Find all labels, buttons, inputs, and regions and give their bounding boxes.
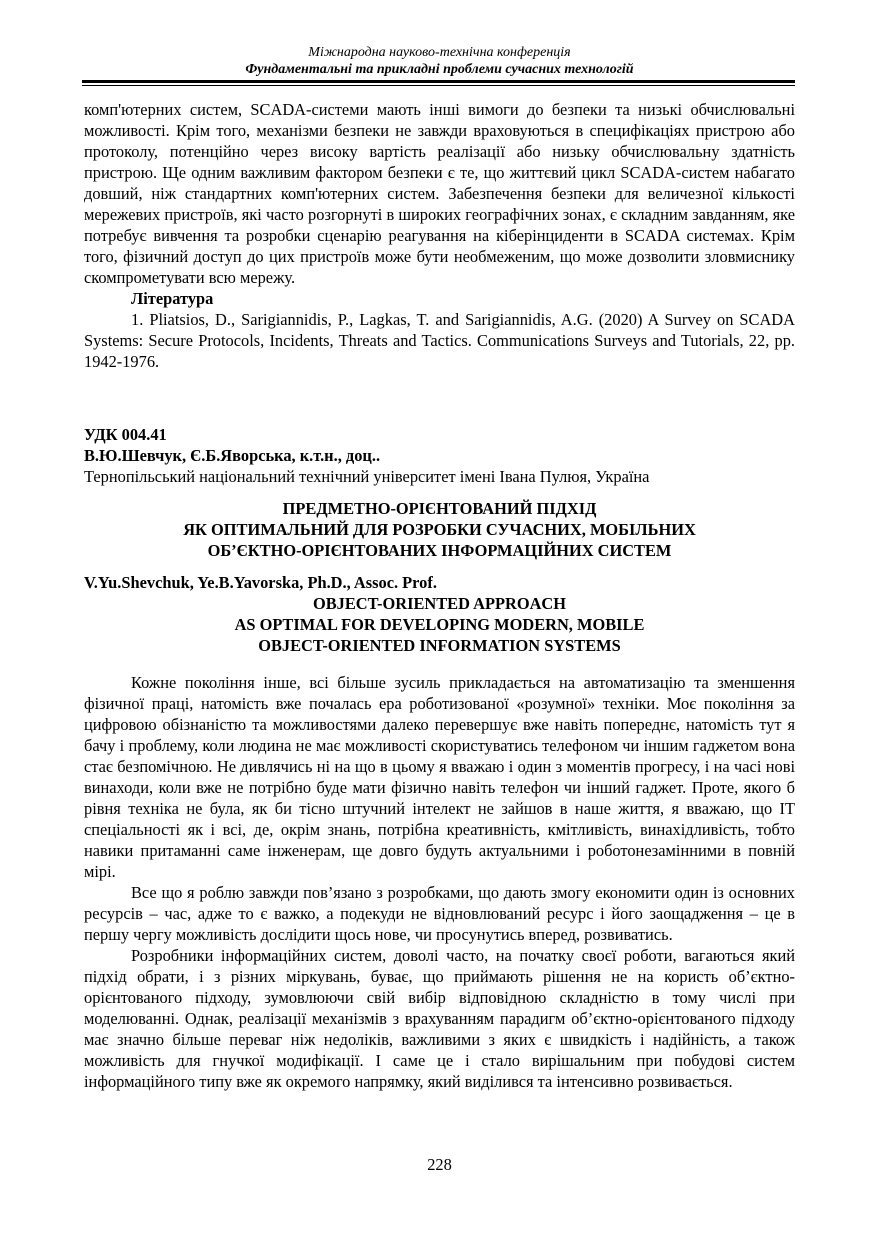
literature-heading: Література bbox=[131, 289, 214, 308]
reference-item: 1. Pliatsios, D., Sarigiannidis, P., Lagkas, T. and Sarigiannidis, A.G. (2020) A Survey on SCADA Systems: Secure Protocols, Incidents, Threats and Tactics. Communications Surveys and Tutorials, 22, pp. 1942-1976. bbox=[84, 310, 795, 371]
affiliation: Тернопільський національний технічний університет імені Івана Пулюя, Україна bbox=[84, 467, 650, 486]
title-en-line: OBJECT-ORIENTED APPROACH bbox=[312, 594, 567, 613]
authors-en: V.Yu.Shevchuk, Ye.B.Yavorska, Ph.D., Assoc. Prof. bbox=[84, 573, 437, 592]
body-paragraph: Розробники інформаційних систем, доволі часто, на початку своєї роботи, вагаються який підхід обрати, і з різних міркувань, буває, що приймають рішення не на користь об’єктно-орієнтованого підходу, зумовлюючи свій вибір відповідною складністю в тому числі при моделюванні. Однак, реалізації механізмів з врахуванням парадигм об’єктно-орієнтованого підходу має значно більше переваг ніж недоліків, важливими з яких є швидкість і надійність, а також можливість для гнучкої модифікації. І саме це і стало вирішальним при побудові систем інформаційного типу вже як окремого напрямку, який виділився та інтенсивно розвивається. bbox=[84, 946, 795, 1091]
document-page bbox=[84, 0, 795, 1240]
body-paragraph: Кожне покоління інше, всі більше зусиль прикладається на автоматизацію та зменшення фізичної праці, натомість вже почалась ера роботизованої «розумної» техніки. Моє покоління за цифровою обізнаністю та можливостями далеко перевершує вже навіть попереднє, натомість тут я бачу і проблему, коли людина не має можливості скористуватись телефоном чи іншим гаджетом вона стає безпомічною. Не дивлячись ні на що в цьому я вважаю і один з моментів прогресу, і на часі нові винаходи, коли вже не потрібно буде мати фізично навіть телефон чи інший гаджет. Проте, якого б рівня техніка не була, як би тісно штучний інтелект не зайшов в наше життя, я вважаю, що IT спеціальності як і всі, де, окрім знань, потрібна креативність, кмітливість, винахідливість, тобто навики притаманні саме інженерам, ще довго будуть актуальними і роботонезамінними в повній мірі. bbox=[84, 673, 795, 881]
title-ua bbox=[84, 498, 795, 561]
title-ua-line: ОБ’ЄКТНО-ОРІЄНТОВАНИХ ІНФОРМАЦІЙНИХ СИСТЕМ bbox=[207, 541, 672, 560]
title-en-line: AS OPTIMAL FOR DEVELOPING MODERN, MOBILE bbox=[234, 615, 645, 634]
header-conference: Міжнародна науково-технічна конференція bbox=[308, 45, 571, 60]
page-content bbox=[84, 99, 795, 1092]
header-title: Фундаментальні та прикладні проблеми сучасних технологій bbox=[245, 62, 634, 77]
page-number: 228 bbox=[427, 1155, 452, 1174]
udc-code: УДК 004.41 bbox=[84, 425, 167, 444]
body-paragraph: Все що я роблю завжди пов’язано з розробками, що дають змогу економити один із основних ресурсів – час, адже то є важко, а подекуди не відновлюваний ресурс і його заощадження – це в першу чергу можливість дослідити щось нове, чи просунутись вперед, розвиватись. bbox=[84, 883, 795, 944]
title-ua-line: ЯК ОПТИМАЛЬНИЙ ДЛЯ РОЗРОБКИ СУЧАСНИХ, МОБІЛЬНИХ bbox=[183, 520, 696, 539]
running-header bbox=[84, 44, 795, 78]
prev-article-paragraph: комп'ютерних систем, SCADA-системи мають інші вимоги до безпеки та низькі обчислювальні можливості. Крім того, механізми безпеки не завжди враховуються в специфікаціях пристрою або протоколу, потенційно через високу вартість реалізації або низьку обчислювальну здатність пристрою. Ще одним важливим фактором безпеки є те, що життєвий цикл SCADA-систем набагато довший, ніж стандартних комп'ютерних систем. Забезпечення безпеки для величезної кількості мережевих пристроїв, які часто розгорнуті в широких географічних зонах, є складним завданням, яке потребує вивчення та розробки сценарію реагування на кіберінциденти в SCADA системах. Крім того, фізичний доступ до цих пристроїв може бути необмеженим, що може дозволити зловмиснику скомпрометувати всю мережу. bbox=[84, 100, 795, 287]
header-rule-thick bbox=[82, 80, 795, 83]
title-en bbox=[84, 593, 795, 656]
title-en-line: OBJECT-ORIENTED INFORMATION SYSTEMS bbox=[258, 636, 621, 655]
header-rule-thin bbox=[82, 85, 795, 86]
authors-ua: В.Ю.Шевчук, Є.Б.Яворська, к.т.н., доц.. bbox=[84, 446, 381, 465]
title-ua-line: ПРЕДМЕТНО-ОРІЄНТОВАНИЙ ПІДХІД bbox=[282, 499, 597, 518]
section-gap bbox=[84, 372, 795, 424]
